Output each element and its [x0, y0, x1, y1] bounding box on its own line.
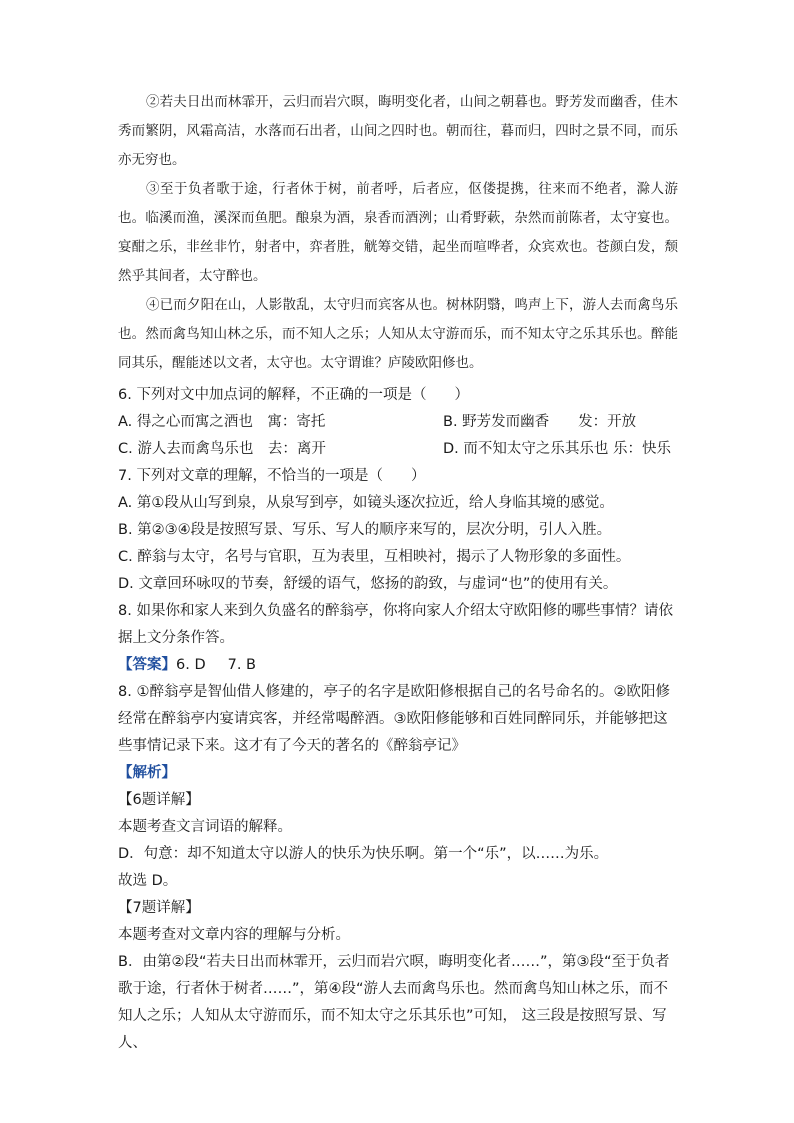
classical-passage	[118, 88, 678, 378]
analysis-6-line-1: 本题考查文言词语的解释。	[118, 819, 292, 835]
question-7-stem: 7. 下列对文章的理解，不恰当的一项是（ ）	[118, 468, 426, 484]
question-6-options	[118, 409, 678, 463]
analysis-6-title: 【6题详解】	[118, 792, 200, 808]
analysis-7-line-1: 本题考查对文章内容的理解与分析。	[118, 927, 350, 943]
question-8-stem: 8. 如果你和家人来到久负盛名的醉翁亭，你将向家人介绍太守欧阳修的哪些事情？请依据上文分条作答。	[118, 603, 673, 646]
analysis-label: 【解析】	[118, 765, 176, 781]
question-7-option-a: A. 第①段从山写到泉，从泉写到亭，如镜头逐次拉近，给人身临其境的感觉。	[118, 495, 614, 511]
answer-7: 7. B	[227, 657, 257, 673]
analysis-7-line-2: B．由第②段“若夫日出而林霏开，云归而岩穴暝，晦明变化者……”，第③段“至于负者歌于途，行者休于树者……”，第④段“游人去而禽鸟乐也。然而禽鸟知山林之乐，而不知人之乐；人知从太守游而乐，而不知太守之乐其乐也”可知， 这三段是按照写景、写人、	[118, 954, 670, 1051]
question-6-option-c: C. 游人去而禽鸟乐也 去：离开	[118, 441, 326, 457]
passage-paragraph-2: ②若夫日出而林霏开，云归而岩穴暝，晦明变化者，山间之朝暮也。野芳发而幽香，佳木秀而繁阴，风霜高洁，水落而石出者，山间之四时也。朝而往，暮而归，四时之景不同，而乐亦无穷也。	[118, 94, 678, 168]
analysis-6-line-3: 故选 D。	[118, 873, 178, 889]
answer-6: 6. D	[176, 657, 206, 673]
question-6-stem: 6. 下列对文中加点词的解释，不正确的一项是（ ）	[118, 387, 469, 403]
document-page	[118, 88, 678, 1057]
analysis-6-line-2: D．句意：却不知道太守以游人的快乐为快乐啊。第一个“乐”，以……为乐。	[118, 846, 609, 862]
passage-paragraph-3: ③至于负者歌于途，行者休于树，前者呼，后者应，伛偻提携，往来而不绝者，滁人游也。临溪而渔，溪深而鱼肥。酿泉为酒，泉香而酒洌；山肴野蔌，杂然而前陈者，太守宴也。宴酣之乐，非丝非竹，射者中，弈者胜，觥筹交错，起坐而喧哗者，众宾欢也。苍颜白发，颓然乎其间者，太守醉也。	[118, 181, 678, 284]
passage-paragraph-4: ④已而夕阳在山，人影散乱，太守归而宾客从也。树林阴翳，鸣声上下，游人去而禽鸟乐也。然而禽鸟知山林之乐，而不知人之乐；人知从太守游而乐，而不知太守之乐其乐也。醉能同其乐，醒能述以文者，太守也。太守谓谁？庐陵欧阳修也。	[118, 297, 678, 371]
question-7-option-b: B. 第②③④段是按照写景、写乐、写人的顺序来写的，层次分明，引人入胜。	[118, 522, 612, 538]
answer-label: 【答案】	[118, 657, 176, 673]
analysis-7-title: 【7题详解】	[118, 900, 200, 916]
answer-line	[118, 652, 678, 679]
question-6-option-a: A. 得之心而寓之酒也 寓：寄托	[118, 414, 326, 430]
question-6-option-b: B. 野芳发而幽香 发：开放	[443, 414, 637, 430]
question-6-option-d: D. 而不知太守之乐其乐也 乐：快乐	[443, 441, 671, 457]
question-7-option-d: D. 文章回环咏叹的节奏，舒缓的语气，悠扬的韵致，与虚词“也”的使用有关。	[118, 576, 618, 592]
questions-section	[118, 382, 678, 1057]
question-7-option-c: C. 醉翁与太守，名号与官职，互为表里，互相映衬，揭示了人物形象的多面性。	[118, 549, 631, 565]
answer-8: 8. ①醉翁亭是智仙借人修建的，亭子的名字是欧阳修根据自己的名号命名的。②欧阳修经常在醉翁亭内宴请宾客，并经常喝醉酒。③欧阳修能够和百姓同醉同乐，并能够把这些事情记录下来。这才有了今天的著名的《醉翁亭记》	[118, 684, 670, 754]
